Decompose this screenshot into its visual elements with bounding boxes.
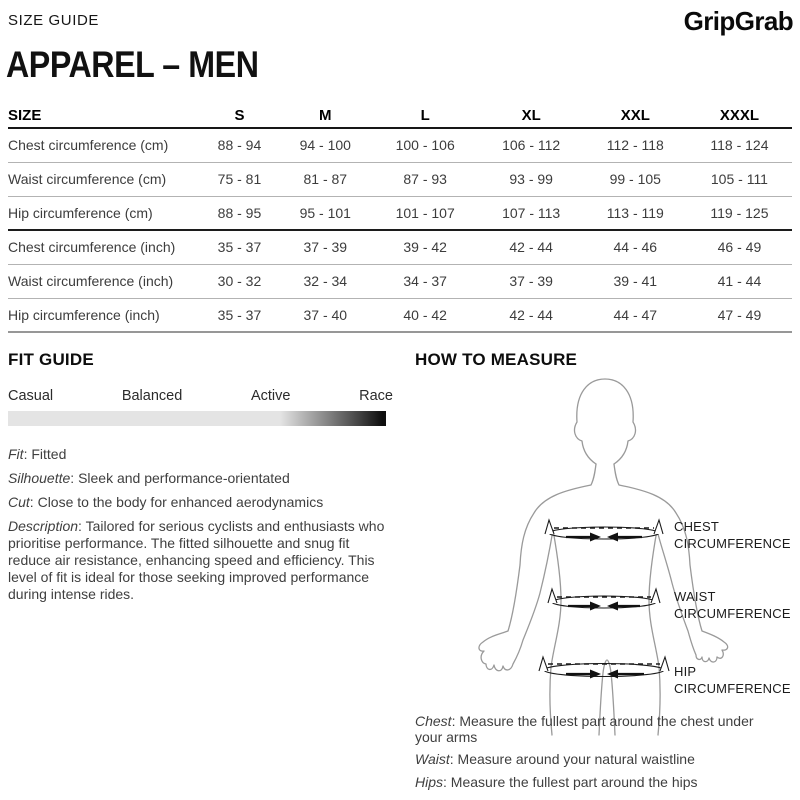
size-cell: 105 - 111 [687,162,792,196]
table-row-chest-cm [8,128,792,162]
column-header-xxl: XXL [584,103,687,128]
measurement-diagram [420,373,800,737]
waist-measure-line [548,589,660,611]
size-cell: 37 - 39 [279,230,372,264]
size-table [8,103,792,333]
label-line: CIRCUMFERENCE [674,535,791,551]
size-cell: 107 - 113 [479,196,584,230]
column-header-xxxl: XXXL [687,103,792,128]
size-cell: 75 - 81 [200,162,279,196]
size-cell: 106 - 112 [479,128,584,162]
size-cell: 112 - 118 [584,128,687,162]
colon-separator: : [70,470,79,486]
how-to-measure-section [415,350,795,370]
chest-measure-line [545,520,663,542]
detail-text: Tailored for serious cyclists and enthusiasts who prioritise performance. The fitted silhouette and snug fit reduce air resistance, enhancing speed and efficiency. This level of fit is ideal for those seeking improved performance during intense rides. [8,518,385,602]
label-line: CIRCUMFERENCE [674,680,791,696]
chest-circumference-label [674,519,800,552]
row-label: Waist circumference (cm) [8,162,200,196]
fit-gradient-bar [8,411,386,426]
size-cell: 113 - 119 [584,196,687,230]
size-cell: 34 - 37 [372,264,479,298]
hip-circumference-label [674,664,800,697]
row-label: Chest circumference (cm) [8,128,200,162]
size-cell: 119 - 125 [687,196,792,230]
size-cell: 40 - 42 [372,298,479,332]
scale-label-active: Active [250,388,291,404]
colon-separator: : [449,751,458,767]
size-cell: 87 - 93 [372,162,479,196]
fit-details [8,446,393,603]
size-cell: 93 - 99 [479,162,584,196]
detail-text: Close to the body for enhanced aerodynamics [37,494,324,510]
fit-guide-title: FIT GUIDE [8,350,94,369]
detail-term: Description [8,518,79,534]
waist-instruction [415,752,780,768]
label-line: CIRCUMFERENCE [674,605,791,621]
label-line: CHEST [674,519,720,534]
size-cell: 95 - 101 [279,196,372,230]
row-label: Hip circumference (cm) [8,196,200,230]
fit-detail [8,446,393,463]
size-cell: 42 - 44 [479,230,584,264]
column-header-l: L [372,103,479,128]
page-title: APPAREL – MEN [6,44,259,85]
size-cell: 101 - 107 [372,196,479,230]
column-header-m: M [279,103,372,128]
scale-label-casual: Casual [8,388,54,404]
colon-separator: : [78,518,86,534]
fit-scale-labels [8,388,393,404]
table-row-waist-cm [8,162,792,196]
size-cell: 39 - 41 [584,264,687,298]
detail-term: Cut [8,494,30,510]
size-cell: 32 - 34 [279,264,372,298]
page-label: SIZE GUIDE [8,12,100,29]
row-label: Hip circumference (inch) [8,298,200,332]
size-cell: 88 - 95 [200,196,279,230]
detail-text: Sleek and performance-orientated [78,470,290,486]
gripgrab-logo: GripGrab [683,6,793,36]
size-cell: 47 - 49 [687,298,792,332]
colon-separator: : [443,773,451,790]
detail-term: Fit [8,446,24,462]
table-row-waist-inch [8,264,792,298]
size-cell: 99 - 105 [584,162,687,196]
label-line: HIP [674,664,697,679]
chest-instruction [415,714,780,745]
column-header-xl: XL [479,103,584,128]
fit-guide-section [8,350,393,610]
colon-separator: : [23,446,32,462]
cut-detail [8,494,393,511]
column-header-size: SIZE [8,103,200,128]
scale-label-race: Race [359,388,393,404]
row-label: Chest circumference (inch) [8,230,200,264]
description-detail [8,518,393,603]
note-text: Measure the fullest part around the hips [450,773,698,790]
table-row-chest-inch [8,230,792,264]
note-text: Measure the fullest part around the chest under your arms [415,713,754,745]
size-cell: 39 - 42 [372,230,479,264]
size-cell: 41 - 44 [687,264,792,298]
size-cell: 42 - 44 [479,298,584,332]
size-cell: 44 - 47 [584,298,687,332]
size-cell: 88 - 94 [200,128,279,162]
table-row-hip-inch [8,298,792,332]
size-cell: 100 - 106 [372,128,479,162]
note-term: Waist [415,751,450,767]
note-text: Measure around your natural waistline [457,751,695,767]
size-cell: 118 - 124 [687,128,792,162]
detail-term: Silhouette [8,470,71,486]
detail-text: Fitted [31,446,67,462]
colon-separator: : [29,494,38,510]
silhouette-detail [8,470,393,487]
size-cell: 35 - 37 [200,298,279,332]
note-term: Chest [415,713,452,729]
size-cell: 94 - 100 [279,128,372,162]
row-label: Waist circumference (inch) [8,264,200,298]
how-to-measure-title: HOW TO MEASURE [415,350,578,369]
size-cell: 44 - 46 [584,230,687,264]
size-cell: 37 - 40 [279,298,372,332]
column-header-s: S [200,103,279,128]
size-cell: 81 - 87 [279,162,372,196]
label-line: WAIST [674,589,716,604]
size-cell: 35 - 37 [200,230,279,264]
measure-instructions [415,714,780,797]
size-cell: 37 - 39 [479,264,584,298]
table-row-hip-cm [8,196,792,230]
colon-separator: : [451,713,460,729]
scale-label-balanced: Balanced [121,388,183,404]
waist-circumference-label [674,589,800,622]
note-term: Hips [415,773,444,790]
hips-instruction [415,775,780,791]
size-cell: 46 - 49 [687,230,792,264]
size-cell: 30 - 32 [200,264,279,298]
size-table-header-row [8,103,792,128]
